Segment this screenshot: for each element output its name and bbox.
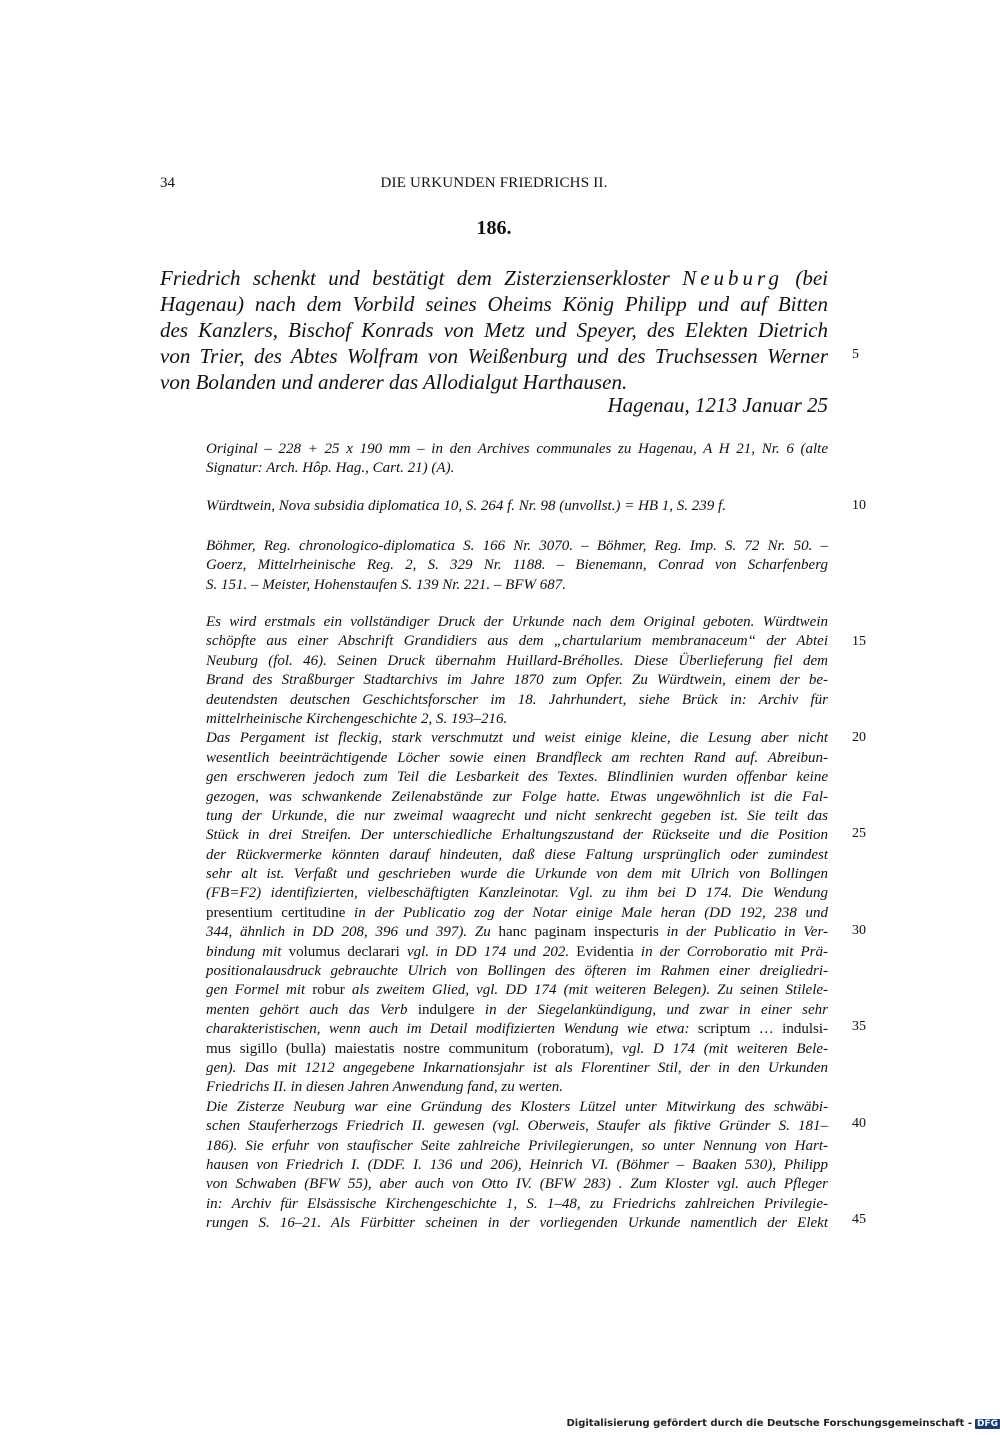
commentary-line: deutendsten deutschen Geschichtsforscher im 18. Jahrhundert, siehe Brück in: Archiv für bbox=[206, 691, 828, 708]
commentary-line: Neuburg (fol. 46). Seinen Druck übernahm Huillard-Bréholles. Diese Überlieferung fiel dem bbox=[206, 652, 828, 669]
commentary-line: schöpfte aus einer Abschrift Grandidiers aus dem „chartularium membranaceum“ der Abtei bbox=[206, 633, 828, 650]
apparatus-line: S. 151. – Meister, Hohenstaufen S. 139 Nr. 221. – BFW 687. bbox=[206, 576, 566, 593]
regest-line: Friedrich schenkt und bestätigt dem Zisterzienserkloster Neuburg (bei bbox=[160, 266, 828, 290]
commentary-line: positionalausdruck gebrauchte Ulrich von Bollingen des öfteren im Rahmen einer dreigliedri- bbox=[206, 963, 828, 980]
commentary-line: gen erschweren jedoch zum Teil die Lesbarkeit des Textes. Blindlinien wurden offenbar keine bbox=[206, 769, 828, 786]
commentary-line: Das Pergament ist fleckig, stark verschmutzt und weist einige kleine, die Lesung aber nicht bbox=[206, 730, 828, 747]
line-number: 40 bbox=[852, 1116, 866, 1131]
commentary-line: bindung mit volumus declarari vgl. in DD 174 und 202. Evidentia in der Corroboratio mit Prä- bbox=[206, 943, 828, 960]
running-title: DIE URKUNDEN FRIEDRICHS II. bbox=[380, 175, 608, 191]
apparatus-line: Böhmer, Reg. chronologico-diplomatica S. 166 Nr. 3070. – Böhmer, Reg. Imp. S. 72 Nr. 50. – bbox=[206, 538, 828, 554]
commentary-line: hausen von Friedrich I. (DDF. I. 136 und 206), Heinrich VI. (Böhmer – Baaken 530), Philipp bbox=[206, 1156, 828, 1173]
commentary-line: gen Formel mit robur als zweitem Glied, vgl. DD 174 (mit weiteren Belegen). Zu seinen Stilele- bbox=[206, 982, 829, 999]
commentary-line: (FB=F2) identifizierten, vielbeschäftigten Kanzleinotar. Vgl. zu ihm bei D 174. Die Wendung bbox=[206, 885, 828, 902]
commentary-line: in: Archiv für Elsässische Kirchengeschichte 1, S. 1–48, zu Friedrichs zahlreichen Privilegie- bbox=[206, 1195, 828, 1212]
line-number: 25 bbox=[852, 826, 866, 841]
commentary-line: sehr alt ist. Verfaßt und geschrieben wurde die Urkunde von dem mit Ulrich von Bollingen bbox=[206, 866, 828, 883]
line-number: 30 bbox=[852, 923, 866, 938]
apparatus-editions bbox=[206, 497, 828, 516]
commentary-line: mittelrheinische Kirchengeschichte 2, S. 193–216. bbox=[206, 710, 508, 727]
commentary-line: schen Stauferherzogs Friedrich II. gewesen (vgl. Oberweis, Staufer als fiktive Gründer S. 181– bbox=[206, 1118, 828, 1135]
commentary-line: Brand des Straßburger Stadtarchivs im Jahre 1870 zum Opfer. Zu Würdtwein, einem der be- bbox=[206, 672, 828, 689]
apparatus-regesta bbox=[206, 537, 828, 595]
commentary-line: Friedrichs II. in diesen Jahren Anwendung fand, zu werten. bbox=[206, 1079, 564, 1096]
commentary-line: mus sigillo (bulla) maiestatis nostre communitum (roboratum), vgl. D 174 (mit weiteren Bele- bbox=[206, 1040, 829, 1057]
commentary-line: Es wird erstmals ein vollständiger Druck der Urkunde nach dem Original geboten. Würdtwein bbox=[206, 614, 828, 630]
commentary-line: charakteristischen, wenn auch im Detail modifizierten Wendung wie etwa: scriptum … indulsi- bbox=[206, 1021, 828, 1038]
commentary-line: tung der Urkunde, die nur zweimal waagrecht und nicht senkrecht gegeben ist. Sie teilt das bbox=[206, 807, 828, 824]
line-number: 15 bbox=[852, 634, 866, 649]
commentary-line: menten gehört auch das Verb indulgere in der Siegelankündigung, und zwar in einer sehr bbox=[206, 1001, 829, 1018]
commentary-line: gen). Das mit 1212 angegebene Inkarnationsjahr ist als Florentiner Stil, der in den Urkunden bbox=[206, 1059, 828, 1076]
commentary-line: rungen S. 16–21. Als Fürbitter scheinen in der vorliegenden Urkunde namentlich der Elekt bbox=[206, 1215, 828, 1232]
commentary-line: 186). Sie erfuhr von staufischer Seite zahlreiche Privilegierungen, so unter Nennung von Hart- bbox=[206, 1137, 828, 1154]
apparatus-line: Signatur: Arch. Hôp. Hag., Cart. 21) (A). bbox=[206, 460, 455, 477]
line-number: 20 bbox=[852, 730, 866, 745]
commentary-line: presentium certitudine in der Publicatio zog der Notar einige Male heran (DD 192, 238 und bbox=[206, 904, 828, 921]
apparatus-line: Goerz, Mittelrheinische Reg. 2, S. 329 Nr. 1188. – Bienemann, Conrad von Scharfenberg bbox=[206, 557, 828, 574]
dfg-logo-icon: DFG bbox=[976, 1419, 998, 1429]
document-number: 186. bbox=[476, 217, 512, 239]
commentary-line: Die Zisterze Neuburg war eine Gründung des Klosters Lützel unter Mitwirkung des schwäbi- bbox=[206, 1098, 828, 1115]
commentary-line: 344, ähnlich in DD 208, 396 und 397). Zu hanc paginam inspecturis in der Publicatio in Ver- bbox=[206, 924, 828, 941]
commentary-line: gezogen, was schwankende Zeilenabstände zur Folge hatte. Etwas ungewöhnlich ist die Fal- bbox=[206, 788, 828, 805]
regest-line: Hagenau) nach dem Vorbild seines Oheims König Philipp und auf Bitten bbox=[160, 292, 828, 316]
apparatus-line: Würdtwein, Nova subsidia diplomatica 10, S. 264 f. Nr. 98 (unvollst.) = HB 1, S. 239 f. bbox=[206, 498, 726, 514]
regest-line: von Bolanden und anderer das Allodialgut Harthausen. bbox=[160, 370, 628, 394]
regest-line: des Kanzlers, Bischof Konrads von Metz und Speyer, des Elekten Dietrich bbox=[160, 318, 828, 342]
commentary bbox=[206, 613, 828, 1234]
commentary-line: wesentlich beeinträchtigende Löcher sowie einen Brandfleck am rechten Rand auf. Abreibun- bbox=[206, 749, 828, 766]
commentary-line: von Schwaben (BFW 55), aber auch von Otto IV. (BFW 283) . Zum Kloster vgl. auch Pfleger bbox=[206, 1176, 828, 1193]
line-number: 10 bbox=[852, 498, 866, 513]
line-number: 35 bbox=[852, 1019, 866, 1034]
digitization-credit: Digitalisierung gefördert durch die Deutsche Forschungsgemeinschaft - DFG bbox=[566, 1418, 998, 1429]
spaced-place-name: Neuburg bbox=[682, 266, 783, 290]
commentary-line: der Rückvermerke könnten darauf hindeuten, daß diese Faltung ursprünglich oder zumindest bbox=[206, 846, 828, 863]
page-number: 34 bbox=[160, 175, 175, 191]
line-number: 45 bbox=[852, 1212, 866, 1227]
commentary-line: Stück in drei Streifen. Der unterschiedliche Erhaltungszustand der Rückseite und die Position bbox=[206, 827, 828, 844]
line-number: 5 bbox=[852, 347, 859, 362]
date-line: Hagenau, 1213 Januar 25 bbox=[607, 393, 828, 417]
apparatus-line: Original – 228 + 25 x 190 mm – in den Archives communales zu Hagenau, A H 21, Nr. 6 (alte bbox=[206, 441, 828, 457]
regest-line: von Trier, des Abtes Wolfram von Weißenburg und des Truchsessen Werner bbox=[160, 344, 828, 368]
regest bbox=[160, 265, 828, 395]
apparatus-original bbox=[206, 440, 828, 479]
